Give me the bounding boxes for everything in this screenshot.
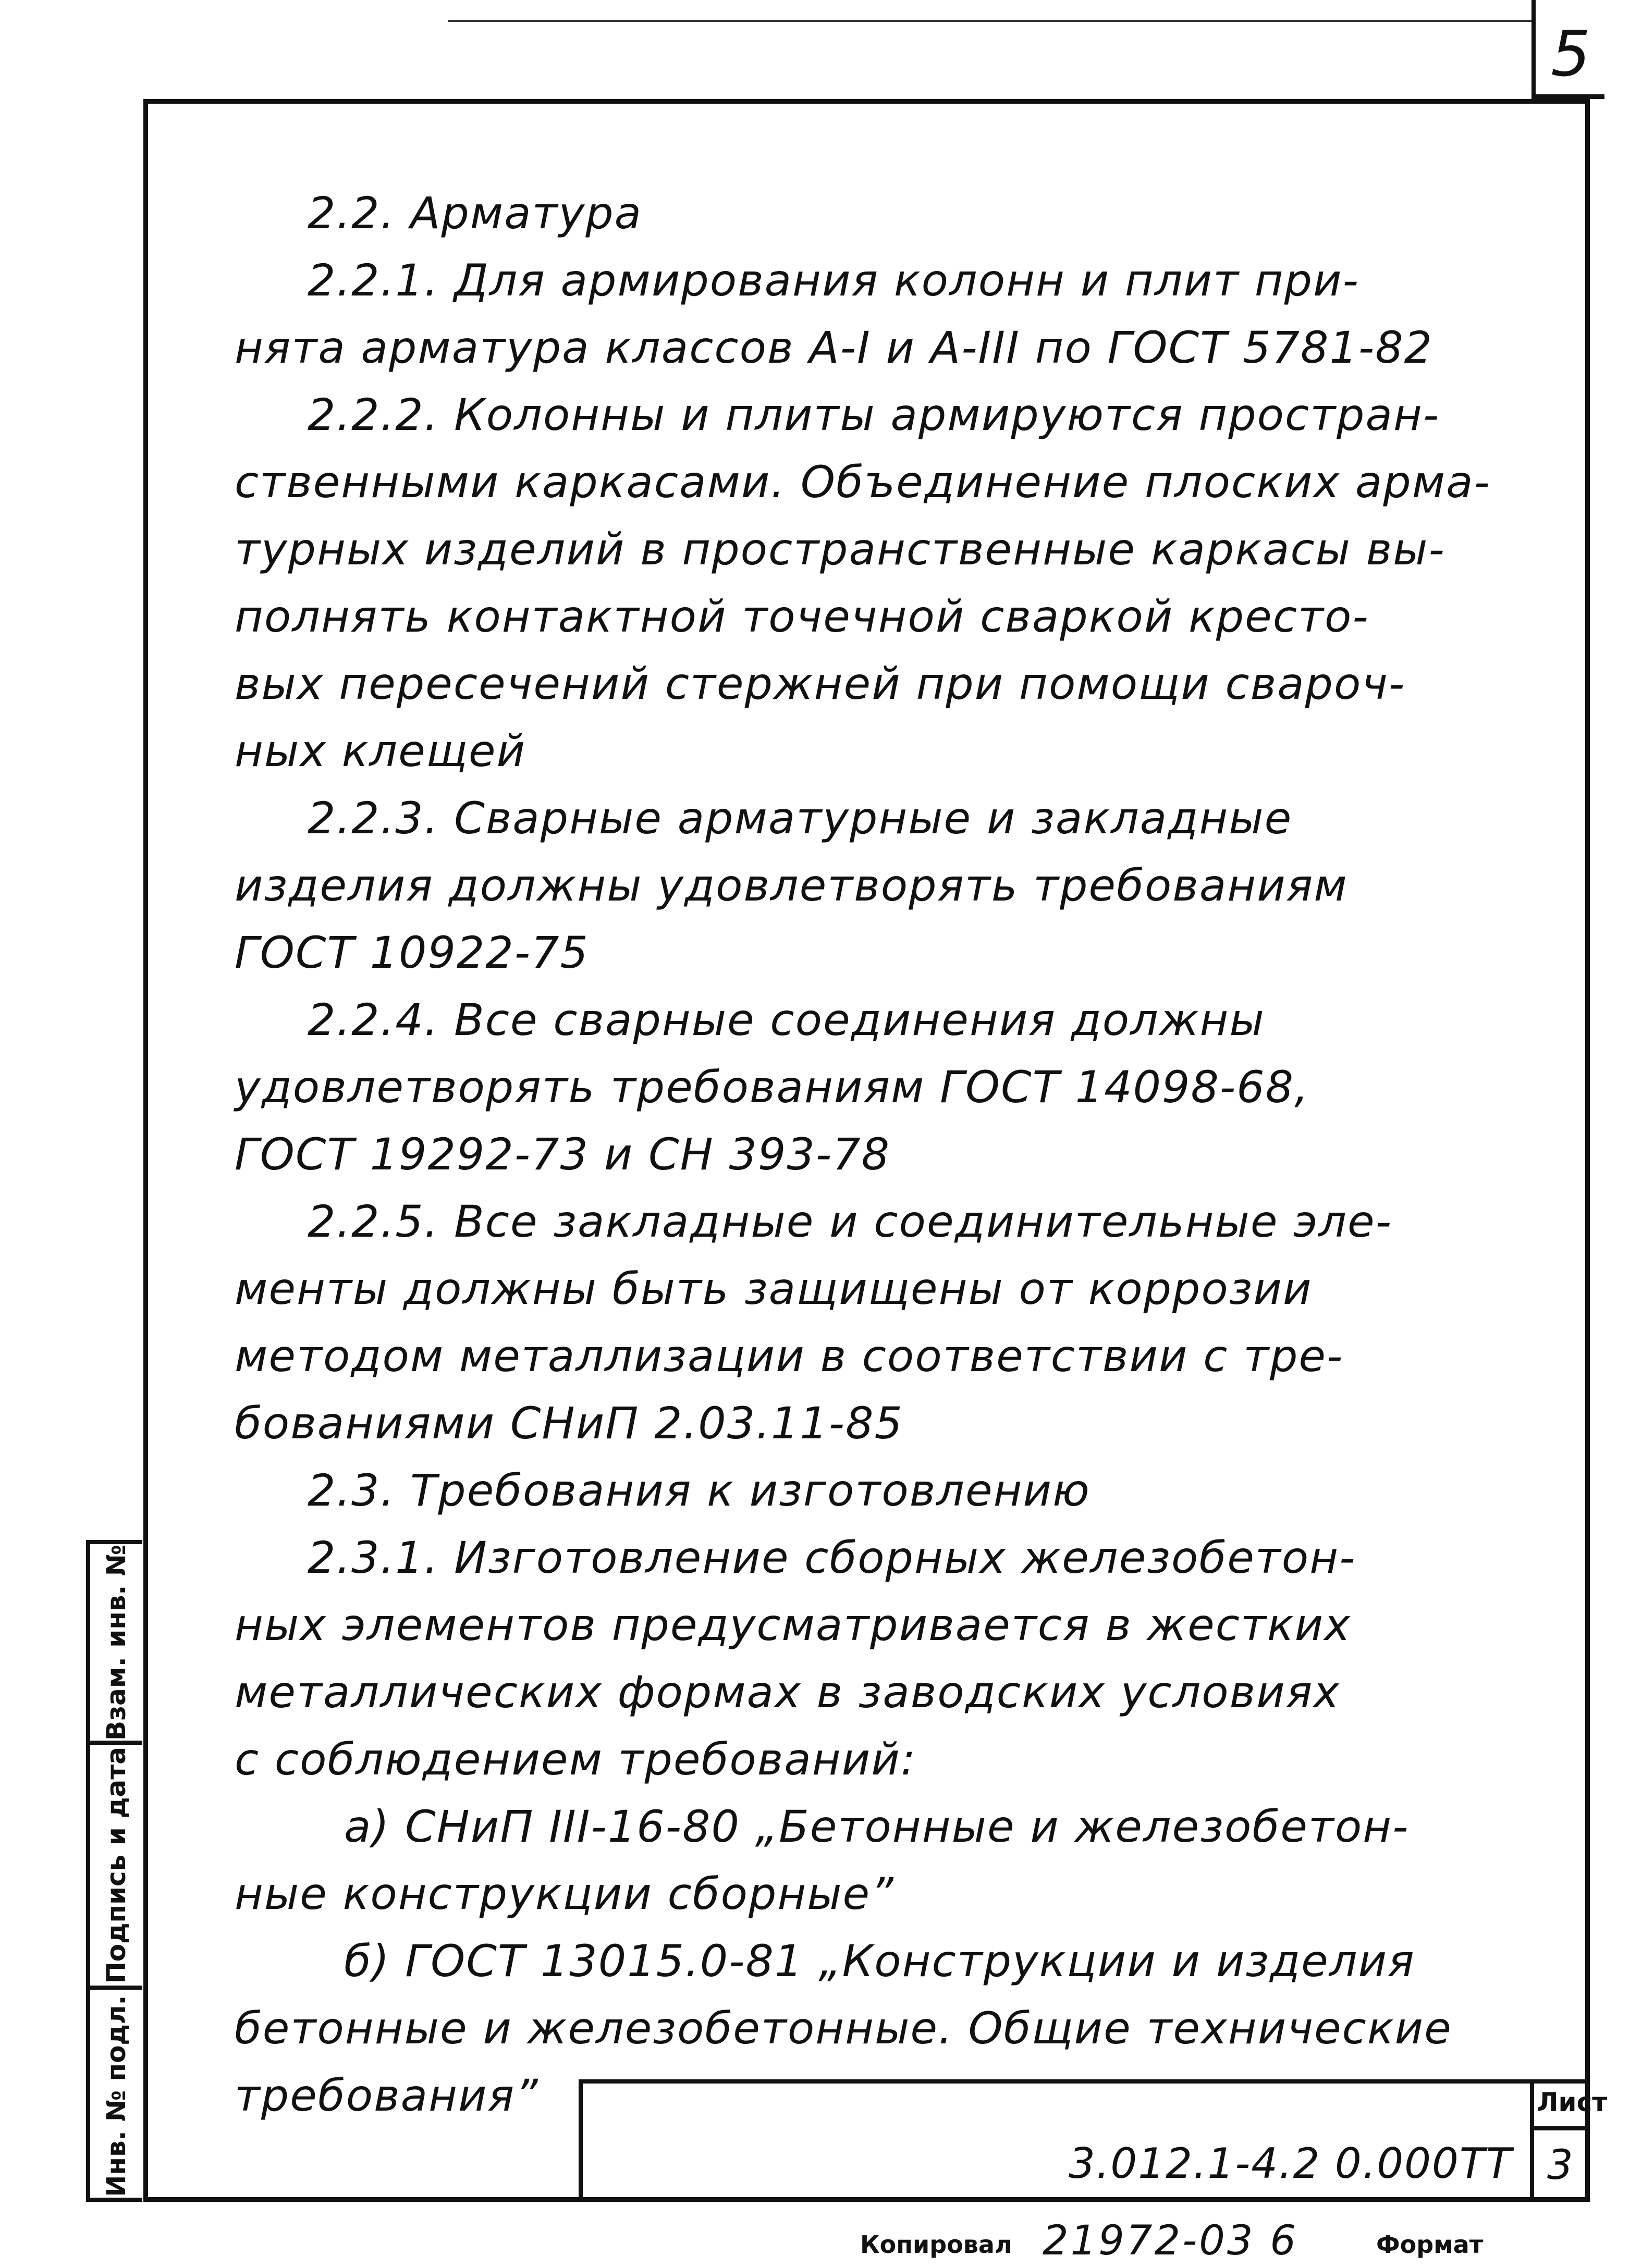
text-line: изделия должны удовлетворять требованиям: [235, 860, 1348, 911]
text-line: а) СНиП III-16-80 „Бетонные и железобетон-: [344, 1801, 1410, 1852]
side-label-signature-date: Подпись и дата: [101, 1746, 131, 1984]
copied-value: 21972-03 6: [1043, 2217, 1298, 2264]
document-code: 3.012.1-4.2 0.000ТТ: [1069, 2139, 1513, 2188]
text-line: ных элементов предусматривается в жестких: [235, 1599, 1351, 1650]
text-line: 2.2.1. Для армирования колонн и плит при-: [308, 255, 1359, 306]
side-label-inv-podl: Инв. № подл.: [101, 1995, 131, 2197]
text-line: бетонные и железобетонные. Общие технические: [235, 2003, 1452, 2054]
sheet-label: Лист: [1537, 2087, 1608, 2117]
side-cell-signature-date: [90, 1741, 142, 1986]
section-heading: 2.3. Требования к изготовлению: [308, 1465, 1090, 1516]
sheet-divider: [1530, 2126, 1590, 2130]
side-cell-inv-podl: [90, 1986, 142, 2202]
copied-label: Копировал: [860, 2230, 1012, 2259]
text-line: ных клещей: [235, 725, 526, 776]
side-stamp-column: [86, 1540, 142, 2202]
text-line: турных изделий в пространственные каркасы вы-: [235, 524, 1445, 575]
top-rule: [448, 20, 1531, 22]
section-heading: 2.2. Арматура: [308, 188, 643, 239]
text-line: 2.2.4. Все сварные соединения должны: [308, 994, 1265, 1045]
document-body: [235, 180, 1579, 2129]
side-label-inv-vzam: Взам. инв. №: [101, 1544, 131, 1741]
text-line: менты должны быть защищены от коррозии: [235, 1263, 1313, 1314]
text-line: 2.3.1. Изготовление сборных железобетон-: [308, 1532, 1356, 1583]
text-line: 2.2.3. Сварные арматурные и закладные: [308, 793, 1293, 844]
text-line: ГОСТ 19292-73 и СН 393-78: [235, 1129, 891, 1180]
sheet-number: 3: [1547, 2142, 1573, 2189]
text-line: бованиями СНиП 2.03.11-85: [235, 1398, 903, 1449]
text-line: с соблюдением требований:: [235, 1734, 917, 1785]
text-line: требования”: [235, 2070, 539, 2121]
format-label: Формат: [1376, 2230, 1484, 2259]
text-line: методом металлизации в соответствии с тре-: [235, 1330, 1344, 1382]
side-cell-inv-vzam: [90, 1540, 142, 1741]
text-line: вых пересечений стержней при помощи сварoч-: [235, 658, 1406, 709]
text-line: удовлетворять требованиям ГОСТ 14098-68,: [235, 1062, 1309, 1113]
text-line: ные конструкции сборные”: [235, 1868, 894, 1919]
text-line: металлических формах в заводских условиях: [235, 1667, 1341, 1718]
text-line: 2.2.2. Колонны и плиты армируются простран-: [308, 389, 1440, 440]
text-line: б) ГОСТ 13015.0-81 „Конструкции и изделия: [344, 1936, 1415, 1987]
text-line: ственными каркасами. Объединение плоских арма-: [235, 457, 1491, 508]
text-line: полнять контактной точечной сваркой кресто-: [235, 591, 1369, 642]
text-line: нята арматура классов А-I и А-III по ГОСТ 5781-82: [235, 322, 1433, 373]
text-line: 2.2.5. Все закладные и соединительные эле-: [308, 1196, 1393, 1247]
text-line: ГОСТ 10922-75: [235, 927, 589, 978]
page-number: 5: [1551, 18, 1591, 91]
